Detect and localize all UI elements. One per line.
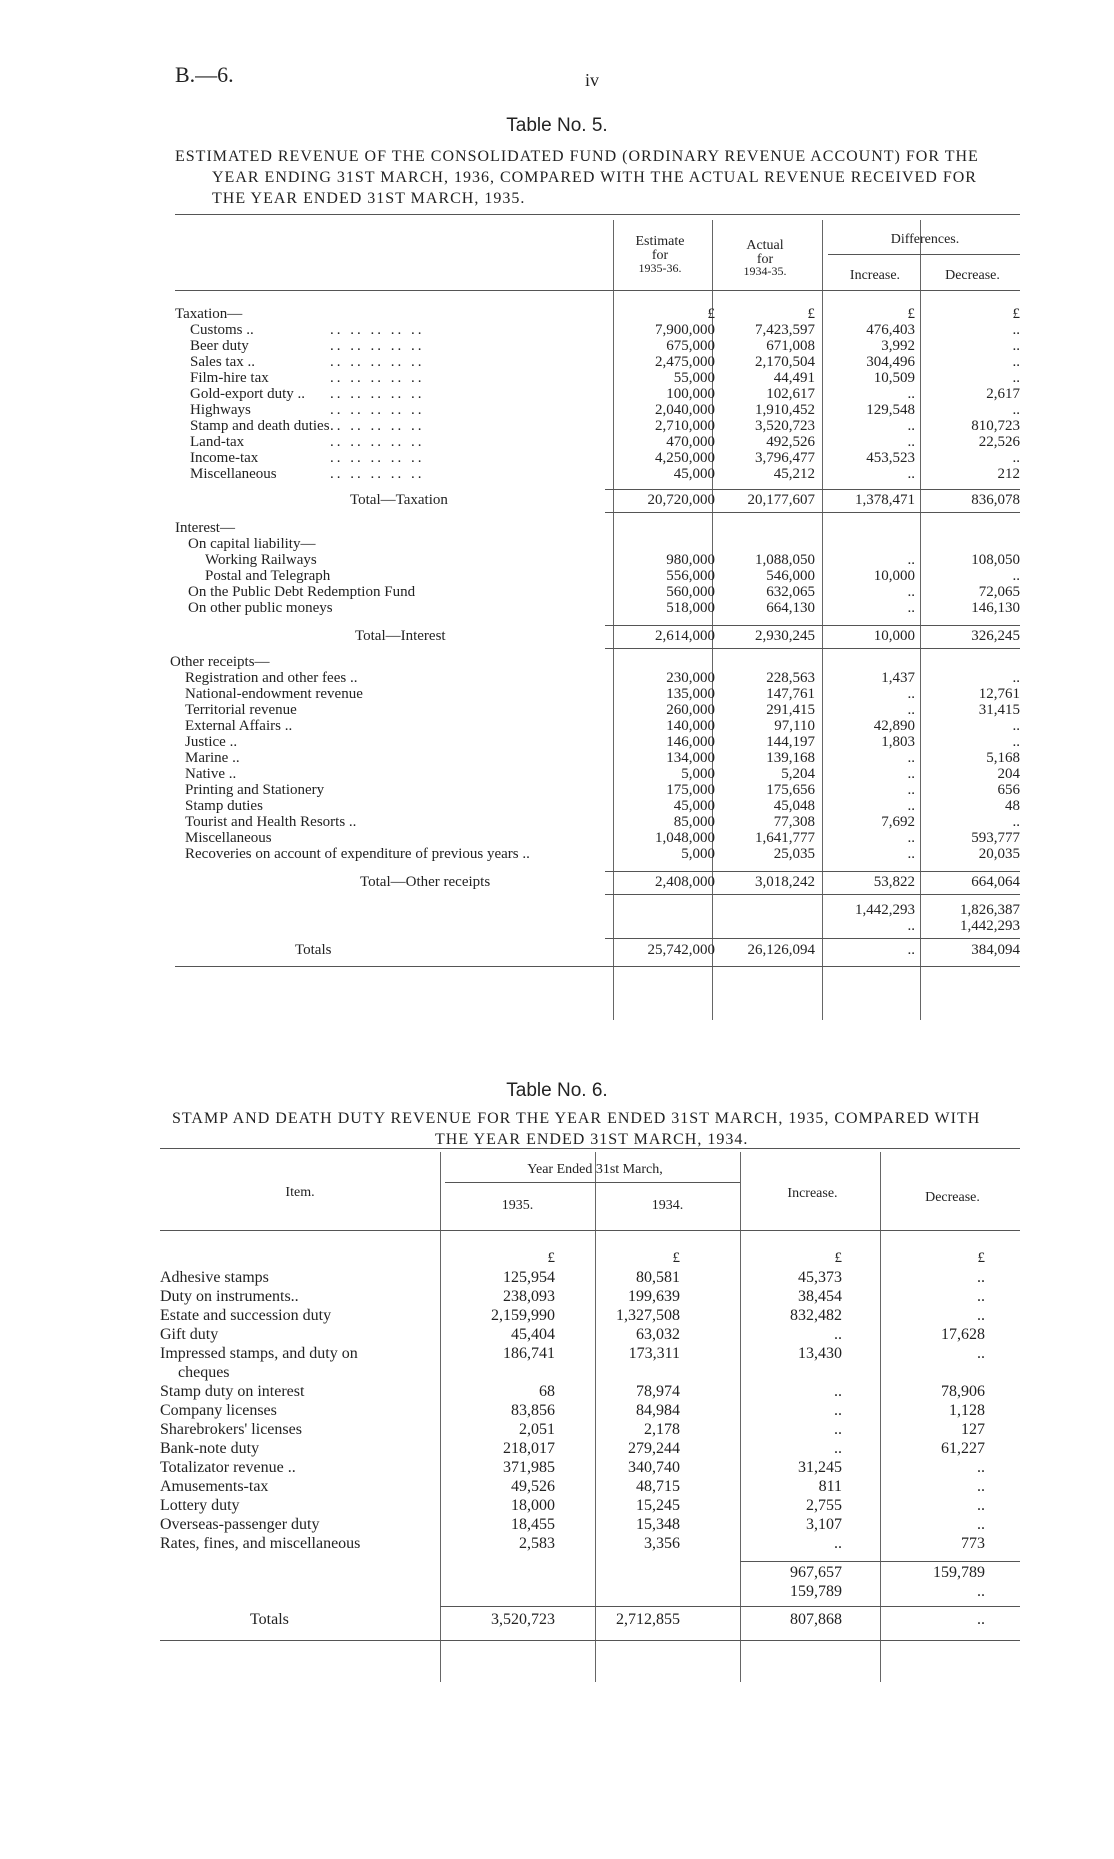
currency-decrease: £ — [977, 1250, 985, 1266]
table6-row-decrease: 127 — [961, 1421, 985, 1438]
taxation-row-actual: 44,491 — [773, 370, 815, 386]
table6-row-label: Stamp duty on interest — [160, 1383, 305, 1400]
table6-row-increase: .. — [834, 1326, 842, 1343]
leader-dots: .. .. .. .. .. — [330, 386, 425, 402]
table5-title: Table No. 5. — [506, 115, 608, 136]
taxation-row-label: Miscellaneous — [190, 466, 277, 482]
taxation-row-estimate: 2,710,000 — [655, 418, 715, 434]
taxation-row-estimate: 470,000 — [666, 434, 715, 450]
totals-rule — [440, 1606, 1020, 1607]
leader-dots: .. .. .. .. .. — [330, 466, 425, 482]
leader-dots: .. .. .. .. .. — [330, 450, 425, 466]
interest-total-actual: 2,930,245 — [755, 628, 815, 644]
table6-row-increase: .. — [834, 1402, 842, 1419]
table6-row-1935: 2,583 — [519, 1535, 555, 1552]
table5-totals-actual: 26,126,094 — [747, 942, 815, 958]
other-row-actual: 1,641,777 — [755, 830, 815, 846]
taxation-row-decrease: .. — [1012, 338, 1020, 354]
table6-row-1934: 1,327,508 — [616, 1307, 680, 1324]
table6-row-label: Lottery duty — [160, 1497, 240, 1514]
taxation-row-actual: 1,910,452 — [755, 402, 815, 418]
other-row-decrease: 20,035 — [978, 846, 1020, 862]
table6-row-1935: 2,159,990 — [491, 1307, 555, 1324]
other-row-increase: .. — [907, 686, 915, 702]
table6-row-1935: 218,017 — [503, 1440, 555, 1457]
table6-summary-increase-1: 967,657 — [790, 1564, 842, 1581]
actual-header: Actual — [746, 238, 784, 253]
page-number: iv — [585, 70, 600, 90]
table6-row-decrease: 17,628 — [941, 1326, 985, 1343]
interest-subheading: On capital liability— — [188, 536, 316, 552]
table6-row-label: Totalizator revenue .. — [160, 1459, 296, 1476]
table6-row-1934: 279,244 — [628, 1440, 680, 1457]
other-row-increase: 1,803 — [881, 734, 915, 750]
other-row-estimate: 135,000 — [666, 686, 715, 702]
other-row-estimate: 134,000 — [666, 750, 715, 766]
interest-row-estimate: 980,000 — [666, 552, 715, 568]
other-row-actual: 97,110 — [774, 718, 815, 734]
taxation-row-estimate: 7,900,000 — [655, 322, 715, 338]
table6-row-1935: 68 — [539, 1383, 555, 1400]
other-row-label: Tourist and Health Resorts .. — [185, 814, 357, 830]
decrease-header: Decrease. — [945, 268, 1000, 283]
leader-dots: .. .. .. .. .. — [330, 354, 425, 370]
leader-dots: .. .. .. .. .. — [330, 370, 425, 386]
table6-row-1935: 238,093 — [503, 1288, 555, 1305]
increase-header: Increase. — [787, 1186, 838, 1201]
other-row-actual: 175,656 — [766, 782, 815, 798]
table6-row-decrease: .. — [977, 1269, 985, 1286]
other-receipts-heading: Other receipts— — [170, 654, 270, 670]
table6-row-1935: 371,985 — [503, 1459, 555, 1476]
interest-row-increase: 10,000 — [873, 568, 915, 584]
summary-increase-1: 1,442,293 — [855, 902, 915, 918]
other-row-increase: .. — [907, 798, 915, 814]
other-row-increase: .. — [907, 830, 915, 846]
interest-total-label: Total—Interest — [355, 628, 446, 644]
interest-row-decrease: 108,050 — [971, 552, 1020, 568]
interest-row-decrease: 146,130 — [971, 600, 1020, 616]
table6-row-label: Bank-note duty — [160, 1440, 260, 1457]
actual-header-year: 1934-35. — [743, 264, 787, 278]
table6-row-increase: 45,373 — [798, 1269, 842, 1286]
table6-row-increase: .. — [834, 1535, 842, 1552]
other-row-decrease: 5,168 — [986, 750, 1020, 766]
table6-row-label: Company licenses — [160, 1402, 277, 1419]
other-row-label: Justice .. — [185, 734, 238, 750]
interest-row-label: Working Railways — [205, 552, 317, 568]
other-row-label: Native .. — [185, 766, 237, 782]
taxation-total-actual: 20,177,607 — [747, 492, 815, 508]
other-total-estimate: 2,408,000 — [655, 874, 715, 890]
other-total-actual: 3,018,242 — [755, 874, 815, 890]
taxation-row-increase: .. — [907, 434, 915, 450]
other-row-label: Miscellaneous — [185, 830, 272, 846]
table6-row-decrease: 773 — [961, 1535, 985, 1552]
other-row-label: External Affairs .. — [185, 718, 293, 734]
other-row-actual: 5,204 — [781, 766, 815, 782]
interest-row-increase: .. — [907, 552, 915, 568]
taxation-row-actual: 3,520,723 — [755, 418, 815, 434]
other-total-increase: 53,822 — [873, 874, 915, 890]
taxation-row-increase: 453,523 — [866, 450, 915, 466]
interest-row-label: On other public moneys — [188, 600, 333, 616]
leader-dots: .. .. .. .. .. — [330, 434, 425, 450]
summary-decrease-2: 1,442,293 — [960, 918, 1020, 934]
subtotal-rule — [605, 894, 1020, 895]
table6-row-1934: 340,740 — [628, 1459, 680, 1476]
interest-row-estimate: 556,000 — [666, 568, 715, 584]
increase-header: Increase. — [849, 268, 901, 283]
table6-row-1935: 83,856 — [511, 1402, 555, 1419]
other-row-label: Territorial revenue — [185, 702, 297, 718]
interest-total-estimate: 2,614,000 — [655, 628, 715, 644]
taxation-row-label: Customs .. — [190, 322, 254, 338]
table6-row-increase: 13,430 — [798, 1345, 842, 1362]
other-row-decrease: 12,761 — [978, 686, 1020, 702]
table6-row-label: Estate and succession duty — [160, 1307, 332, 1324]
table6-row-1934: 15,245 — [636, 1497, 680, 1514]
taxation-heading: Taxation— — [175, 306, 243, 322]
taxation-row-increase: 476,403 — [866, 322, 915, 338]
table6-row-increase: .. — [834, 1383, 842, 1400]
estimate-header-for: for — [651, 248, 669, 263]
table6-row-label: Overseas-passenger duty — [160, 1516, 320, 1533]
other-row-label: Printing and Stationery — [185, 782, 325, 798]
taxation-row-actual: 7,423,597 — [755, 322, 815, 338]
table6-row-1934: 199,639 — [628, 1288, 680, 1305]
other-row-increase: .. — [907, 702, 915, 718]
other-row-label: Registration and other fees .. — [185, 670, 358, 686]
table5-bottom-rule — [175, 966, 1020, 967]
estimate-header: Estimate — [635, 234, 685, 249]
actual-currency: £ — [807, 306, 815, 322]
other-row-increase: .. — [907, 846, 915, 862]
leader-dots: .. .. .. .. .. — [330, 418, 425, 434]
other-row-estimate: 260,000 — [666, 702, 715, 718]
interest-heading: Interest— — [175, 520, 235, 536]
subtotal-rule — [605, 625, 1020, 626]
decrease-header: Decrease. — [925, 1190, 980, 1205]
taxation-row-increase: .. — [907, 466, 915, 482]
taxation-row-increase: 10,509 — [873, 370, 915, 386]
taxation-row-estimate: 2,040,000 — [655, 402, 715, 418]
taxation-row-actual: 2,170,504 — [755, 354, 815, 370]
other-row-actual: 228,563 — [766, 670, 815, 686]
other-row-label: National-endowment revenue — [185, 686, 363, 702]
table6-summary-decrease-2: .. — [977, 1583, 985, 1600]
taxation-row-decrease: .. — [1012, 322, 1020, 338]
interest-total-increase: 10,000 — [873, 628, 915, 644]
subtotal-rule — [605, 512, 1020, 513]
table6-row-label: Duty on instruments.. — [160, 1288, 299, 1305]
other-row-estimate: 146,000 — [666, 734, 715, 750]
interest-row-label: On the Public Debt Redemption Fund — [188, 584, 416, 600]
taxation-row-label: Sales tax .. — [190, 354, 255, 370]
table6-row-label: Impressed stamps, and duty on — [160, 1345, 358, 1362]
table6-row-increase: .. — [834, 1421, 842, 1438]
table6-row-1934: 80,581 — [636, 1269, 680, 1286]
interest-row-estimate: 560,000 — [666, 584, 715, 600]
table6-row-label-continued: cheques — [178, 1364, 230, 1381]
taxation-row-label: Income-tax — [190, 450, 259, 466]
taxation-row-actual: 3,796,477 — [755, 450, 815, 466]
table6-totals-decrease: .. — [977, 1611, 985, 1628]
taxation-row-estimate: 55,000 — [673, 370, 715, 386]
other-row-actual: 77,308 — [773, 814, 815, 830]
subtotal-rule — [740, 1561, 1020, 1562]
document-reference: B.—6. — [175, 62, 234, 87]
other-row-decrease: .. — [1012, 670, 1020, 686]
taxation-row-actual: 492,526 — [766, 434, 815, 450]
taxation-row-label: Beer duty — [190, 338, 249, 354]
table6-row-1935: 49,526 — [511, 1478, 555, 1495]
table6-row-increase: 811 — [818, 1478, 842, 1495]
taxation-row-label: Highways — [190, 402, 251, 418]
increase-currency: £ — [907, 306, 915, 322]
other-row-actual: 45,048 — [773, 798, 815, 814]
table6-totals-1934: 2,712,855 — [616, 1611, 680, 1628]
table6-row-decrease: 61,227 — [941, 1440, 985, 1457]
taxation-row-increase: 3,992 — [881, 338, 915, 354]
year-1935-header: 1935. — [501, 1198, 534, 1213]
other-row-decrease: 31,415 — [978, 702, 1020, 718]
table6-row-increase: 3,107 — [806, 1516, 842, 1533]
leader-dots: .. .. .. .. .. — [330, 338, 425, 354]
taxation-total-decrease: 836,078 — [971, 492, 1020, 508]
table6-row-1935: 186,741 — [503, 1345, 555, 1362]
taxation-row-decrease: 810,723 — [971, 418, 1020, 434]
other-row-estimate: 175,000 — [666, 782, 715, 798]
totals-rule — [605, 938, 1020, 939]
other-row-decrease: 656 — [997, 782, 1020, 798]
other-row-label: Recoveries on account of expenditure of previous years .. — [185, 846, 530, 862]
year-group-rule — [445, 1182, 740, 1183]
table6-row-1934: 2,178 — [644, 1421, 680, 1438]
table6-row-decrease: .. — [977, 1459, 985, 1476]
other-row-estimate: 140,000 — [666, 718, 715, 734]
other-row-estimate: 230,000 — [666, 670, 715, 686]
table5-top-rule — [175, 214, 1020, 215]
subtotal-rule — [605, 871, 1020, 872]
table5-totals-label: Totals — [295, 942, 332, 958]
table6-totals-label: Totals — [250, 1611, 289, 1628]
taxation-row-decrease: .. — [1012, 450, 1020, 466]
table5-caption-line-3: THE YEAR ENDED 31ST MARCH, 1935. — [212, 190, 526, 207]
table6-row-decrease: .. — [977, 1497, 985, 1514]
summary-increase-2: .. — [907, 918, 915, 934]
interest-row-decrease: 72,065 — [978, 584, 1020, 600]
table6-row-label: Amusements-tax — [160, 1478, 269, 1495]
other-row-label: Marine .. — [185, 750, 240, 766]
table6-row-label: Rates, fines, and miscellaneous — [160, 1535, 361, 1552]
table6-row-1935: 2,051 — [519, 1421, 555, 1438]
other-row-estimate: 5,000 — [681, 846, 715, 862]
table6-bottom-rule — [160, 1640, 1020, 1641]
table6-row-1935: 18,455 — [511, 1516, 555, 1533]
taxation-row-decrease: .. — [1012, 402, 1020, 418]
taxation-row-label: Stamp and death duties — [190, 418, 330, 434]
table6-row-increase: .. — [834, 1440, 842, 1457]
subtotal-rule — [605, 648, 1020, 649]
taxation-row-increase: 129,548 — [866, 402, 915, 418]
table6-caption-line-1: STAMP AND DEATH DUTY REVENUE FOR THE YEAR ENDED 31ST MARCH, 1935, COMPARED WITH — [172, 1110, 981, 1127]
other-row-decrease: .. — [1012, 814, 1020, 830]
other-row-actual: 144,197 — [766, 734, 815, 750]
other-row-increase: 42,890 — [873, 718, 915, 734]
taxation-row-decrease: 2,617 — [986, 386, 1020, 402]
differences-header: Differences. — [890, 232, 960, 247]
interest-total-decrease: 326,245 — [971, 628, 1020, 644]
table5-totals-decrease: 384,094 — [971, 942, 1020, 958]
table6-caption-line-2: THE YEAR ENDED 31ST MARCH, 1934. — [435, 1131, 749, 1148]
interest-row-increase: .. — [907, 600, 915, 616]
other-row-decrease: 48 — [1005, 798, 1020, 814]
other-total-label: Total—Other receipts — [360, 874, 491, 890]
table5-totals-increase: .. — [907, 942, 915, 958]
table6-row-decrease: .. — [977, 1478, 985, 1495]
other-row-estimate: 85,000 — [673, 814, 715, 830]
taxation-row-estimate: 2,475,000 — [655, 354, 715, 370]
taxation-total-label: Total—Taxation — [350, 492, 448, 508]
table6-row-decrease: .. — [977, 1516, 985, 1533]
actual-header-for: for — [756, 252, 774, 267]
table6-totals-1935: 3,520,723 — [491, 1611, 555, 1628]
other-row-decrease: .. — [1012, 734, 1020, 750]
interest-row-label: Postal and Telegraph — [205, 568, 331, 584]
other-total-decrease: 664,064 — [971, 874, 1020, 890]
taxation-row-decrease: 212 — [997, 466, 1020, 482]
other-row-increase: 7,692 — [881, 814, 915, 830]
table6-row-1935: 18,000 — [511, 1497, 555, 1514]
taxation-total-estimate: 20,720,000 — [647, 492, 715, 508]
table6-row-label: Sharebrokers' licenses — [160, 1421, 302, 1438]
taxation-row-estimate: 675,000 — [666, 338, 715, 354]
other-row-actual: 139,168 — [766, 750, 815, 766]
interest-row-estimate: 518,000 — [666, 600, 715, 616]
table6-summary-increase-2: 159,789 — [790, 1583, 842, 1600]
interest-row-actual: 546,000 — [766, 568, 815, 584]
table6-row-increase: 832,482 — [790, 1307, 842, 1324]
year-1934-header: 1934. — [651, 1198, 684, 1213]
other-row-estimate: 1,048,000 — [655, 830, 715, 846]
other-row-actual: 291,415 — [766, 702, 815, 718]
interest-row-actual: 632,065 — [766, 584, 815, 600]
table6-row-1934: 15,348 — [636, 1516, 680, 1533]
table6-row-decrease: 1,128 — [949, 1402, 985, 1419]
other-row-increase: .. — [907, 782, 915, 798]
estimate-header-year: 1935-36. — [638, 261, 682, 275]
table6-row-decrease: .. — [977, 1288, 985, 1305]
interest-row-decrease: .. — [1012, 568, 1020, 584]
table6-row-1934: 173,311 — [628, 1345, 680, 1362]
estimate-currency: £ — [707, 306, 715, 322]
table6-top-rule — [160, 1148, 1020, 1149]
table6-row-decrease: 78,906 — [941, 1383, 985, 1400]
interest-row-actual: 664,130 — [766, 600, 815, 616]
table6-title: Table No. 6. — [506, 1080, 608, 1101]
taxation-row-increase: .. — [907, 418, 915, 434]
table6-row-1934: 48,715 — [636, 1478, 680, 1495]
taxation-row-label: Gold-export duty .. — [190, 386, 305, 402]
summary-decrease-1: 1,826,387 — [960, 902, 1020, 918]
taxation-row-actual: 45,212 — [773, 466, 815, 482]
currency-increase: £ — [834, 1250, 842, 1266]
table5-caption-line-1: ESTIMATED REVENUE OF THE CONSOLIDATED FUND (ORDINARY REVENUE ACCOUNT) FOR THE — [175, 148, 979, 165]
other-row-decrease: .. — [1012, 718, 1020, 734]
table6-header-rule — [160, 1230, 1020, 1231]
table5-caption-line-2: YEAR ENDING 31ST MARCH, 1936, COMPARED WITH THE ACTUAL REVENUE RECEIVED FOR — [212, 169, 977, 186]
taxation-row-decrease: .. — [1012, 370, 1020, 386]
taxation-row-actual: 671,008 — [766, 338, 815, 354]
taxation-row-actual: 102,617 — [766, 386, 815, 402]
leader-dots: .. .. .. .. .. — [330, 322, 425, 338]
other-row-actual: 147,761 — [766, 686, 815, 702]
table6-row-1934: 84,984 — [636, 1402, 680, 1419]
subtotal-rule — [605, 489, 1020, 490]
other-row-estimate: 45,000 — [673, 798, 715, 814]
taxation-row-increase: .. — [907, 386, 915, 402]
table6-row-increase: 31,245 — [798, 1459, 842, 1476]
leader-dots: .. .. .. .. .. — [330, 402, 425, 418]
taxation-total-increase: 1,378,471 — [855, 492, 915, 508]
table5-header-rule — [175, 290, 1020, 291]
table6-row-1935: 125,954 — [503, 1269, 555, 1286]
other-row-decrease: 204 — [997, 766, 1020, 782]
table6-row-increase: 2,755 — [806, 1497, 842, 1514]
table6-row-decrease: .. — [977, 1345, 985, 1362]
other-row-increase: .. — [907, 750, 915, 766]
differences-rule — [828, 254, 1020, 255]
year-group-header: Year Ended 31st March, — [527, 1162, 663, 1177]
other-row-decrease: 593,777 — [971, 830, 1020, 846]
table6-row-label: Adhesive stamps — [160, 1269, 269, 1286]
interest-row-actual: 1,088,050 — [755, 552, 815, 568]
table6-row-decrease: .. — [977, 1307, 985, 1324]
currency-1934: £ — [672, 1250, 680, 1266]
table6-row-1934: 3,356 — [644, 1535, 680, 1552]
table6-row-label: Gift duty — [160, 1326, 219, 1343]
other-row-estimate: 5,000 — [681, 766, 715, 782]
table6-row-1934: 78,974 — [636, 1383, 680, 1400]
taxation-row-decrease: .. — [1012, 354, 1020, 370]
currency-1935: £ — [547, 1250, 555, 1266]
other-row-increase: .. — [907, 766, 915, 782]
other-row-actual: 25,035 — [773, 846, 815, 862]
taxation-row-estimate: 4,250,000 — [655, 450, 715, 466]
taxation-row-increase: 304,496 — [866, 354, 915, 370]
table6-row-1934: 63,032 — [636, 1326, 680, 1343]
other-row-label: Stamp duties — [185, 798, 263, 814]
taxation-row-estimate: 45,000 — [673, 466, 715, 482]
taxation-row-estimate: 100,000 — [666, 386, 715, 402]
taxation-row-label: Film-hire tax — [190, 370, 269, 386]
other-row-increase: 1,437 — [881, 670, 915, 686]
table6-row-increase: 38,454 — [798, 1288, 842, 1305]
table6-summary-decrease-1: 159,789 — [933, 1564, 985, 1581]
taxation-row-label: Land-tax — [190, 434, 245, 450]
table6-row-1935: 45,404 — [511, 1326, 555, 1343]
interest-row-increase: .. — [907, 584, 915, 600]
taxation-row-decrease: 22,526 — [978, 434, 1020, 450]
item-header: Item. — [285, 1185, 315, 1200]
decrease-currency: £ — [1012, 306, 1020, 322]
table5-totals-estimate: 25,742,000 — [647, 942, 715, 958]
table6-totals-increase: 807,868 — [790, 1611, 842, 1628]
